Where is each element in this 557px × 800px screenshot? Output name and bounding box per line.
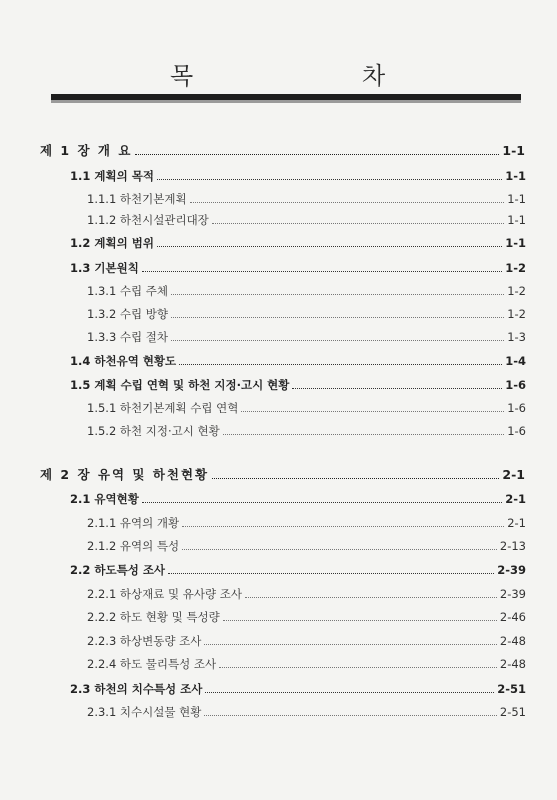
- toc-entry-title: 1.5 계획 수립 연혁 및 하천 지정·고시 현황: [70, 378, 290, 392]
- toc-entry-title: 1.1.2 하천시설관리대장: [87, 213, 209, 227]
- toc-page-number: 1-4: [505, 354, 526, 368]
- toc-page-number: 1-1: [505, 169, 526, 183]
- toc-subsection-row[interactable]: [87, 329, 526, 345]
- toc-entry-title: 2.1.2 유역의 특성: [87, 539, 180, 553]
- toc-chapter-row[interactable]: [40, 467, 525, 483]
- toc-page-number: 1-6: [507, 401, 526, 415]
- toc-page-number: 2-1: [502, 467, 525, 482]
- dot-leader: [204, 633, 497, 645]
- toc-page-number: 1-6: [505, 378, 526, 392]
- dot-leader: [171, 329, 504, 341]
- toc-page-number: 1-2: [505, 261, 526, 275]
- dot-leader: [135, 143, 499, 155]
- toc-subsection-row[interactable]: [87, 423, 526, 439]
- page-title: [0, 56, 557, 90]
- dot-leader: [157, 235, 502, 247]
- toc-page-number: 2-48: [499, 657, 526, 671]
- toc-subsection-row[interactable]: [87, 586, 526, 602]
- dot-leader: [205, 681, 494, 693]
- toc-section-row[interactable]: [70, 260, 526, 276]
- dot-leader: [182, 538, 497, 550]
- toc-section-row[interactable]: [70, 562, 526, 578]
- toc-subsection-row[interactable]: [87, 538, 526, 554]
- dot-leader: [157, 168, 502, 180]
- toc-page-number: 2-48: [499, 634, 526, 648]
- dot-leader: [245, 586, 497, 598]
- toc-page-number: 2-13: [499, 539, 526, 553]
- toc-page-number: 2-51: [499, 705, 526, 719]
- toc-page-number: 2-39: [497, 563, 526, 577]
- toc-section-row[interactable]: [70, 491, 526, 507]
- toc-entry-title: 제 2 장 유역 및 하천현황: [40, 467, 210, 482]
- toc-section-row[interactable]: [70, 353, 526, 369]
- dot-leader: [179, 353, 502, 365]
- toc-page-number: 1-1: [505, 236, 526, 250]
- toc-entry-title: 제 1 장 개 요: [40, 143, 133, 158]
- toc-subsection-row[interactable]: [87, 633, 526, 649]
- toc-chapter-row[interactable]: [40, 143, 525, 159]
- toc-entry-title: 1.3.3 수립 절차: [87, 330, 169, 344]
- toc-page-number: 1-3: [507, 330, 526, 344]
- toc-page-number: 1-2: [507, 284, 526, 298]
- toc-page-number: 1-1: [507, 192, 526, 206]
- dot-leader: [223, 423, 504, 435]
- toc-entry-title: 1.1.1 하천기본계획: [87, 192, 187, 206]
- toc-entry-title: 2.3.1 치수시설물 현황: [87, 705, 202, 719]
- toc-subsection-row[interactable]: [87, 400, 526, 416]
- toc-subsection-row[interactable]: [87, 515, 526, 531]
- toc-page-number: 1-2: [507, 307, 526, 321]
- toc-subsection-row[interactable]: [87, 283, 526, 299]
- toc-entry-title: 1.3.2 수립 방향: [87, 307, 169, 321]
- toc-page-number: 2-39: [499, 587, 526, 601]
- dot-leader: [168, 562, 494, 574]
- toc-entry-title: 1.1 계획의 목적: [70, 169, 154, 183]
- toc-entry-title: 2.3 하천의 치수특성 조사: [70, 682, 203, 696]
- toc-subsection-row[interactable]: [87, 704, 526, 720]
- toc-page-number: 2-1: [507, 516, 526, 530]
- toc-entry-title: 2.1.1 유역의 개황: [87, 516, 180, 530]
- toc-entry-title: 2.2.3 하상변동량 조사: [87, 634, 202, 648]
- toc-entry-title: 1.4 하천유역 현황도: [70, 354, 177, 368]
- dot-leader: [142, 491, 502, 503]
- dot-leader: [182, 515, 504, 527]
- toc-section-row[interactable]: [70, 235, 526, 251]
- toc-entry-title: 2.2.1 하상재료 및 유사량 조사: [87, 587, 242, 601]
- dot-leader: [190, 191, 505, 203]
- toc-page-number: 1-6: [507, 424, 526, 438]
- dot-leader: [223, 609, 497, 621]
- toc-subsection-row[interactable]: [87, 656, 526, 672]
- dot-leader: [171, 283, 504, 295]
- dot-leader: [292, 377, 502, 389]
- dot-leader: [212, 212, 504, 224]
- toc-subsection-row[interactable]: [87, 306, 526, 322]
- toc-page-number: 1-1: [507, 213, 526, 227]
- toc-page-number: 1-1: [502, 143, 525, 158]
- toc-page-number: 2-1: [505, 492, 526, 506]
- toc-section-row[interactable]: [70, 681, 526, 697]
- toc-entry-title: 1.3 기본원칙: [70, 261, 139, 275]
- toc-entry-title: 2.2.4 하도 물리특성 조사: [87, 657, 217, 671]
- title-divider-shadow: [51, 100, 521, 103]
- toc-entry-title: 1.3.1 수립 주체: [87, 284, 169, 298]
- toc-entry-title: 2.2 하도특성 조사: [70, 563, 166, 577]
- title-char-2: 차: [362, 62, 386, 90]
- toc-page-number: 2-51: [497, 682, 526, 696]
- dot-leader: [142, 260, 502, 272]
- toc-entry-title: 2.1 유역현황: [70, 492, 139, 506]
- title-char-1: 목: [170, 62, 194, 90]
- toc-entry-title: 1.5.1 하천기본계획 수립 연혁: [87, 401, 239, 415]
- toc-section-row[interactable]: [70, 377, 526, 393]
- dot-leader: [204, 704, 497, 716]
- toc-entry-title: 1.5.2 하천 지정·고시 현황: [87, 424, 220, 438]
- dot-leader: [171, 306, 504, 318]
- toc-page-number: 2-46: [499, 610, 526, 624]
- toc-subsection-row[interactable]: [87, 191, 526, 207]
- toc-entry-title: 1.2 계획의 범위: [70, 236, 154, 250]
- toc-subsection-row[interactable]: [87, 609, 526, 625]
- dot-leader: [241, 400, 504, 412]
- dot-leader: [212, 467, 499, 479]
- toc-subsection-row[interactable]: [87, 212, 526, 228]
- dot-leader: [219, 656, 497, 668]
- toc-entry-title: 2.2.2 하도 현황 및 특성량: [87, 610, 220, 624]
- toc-section-row[interactable]: [70, 168, 526, 184]
